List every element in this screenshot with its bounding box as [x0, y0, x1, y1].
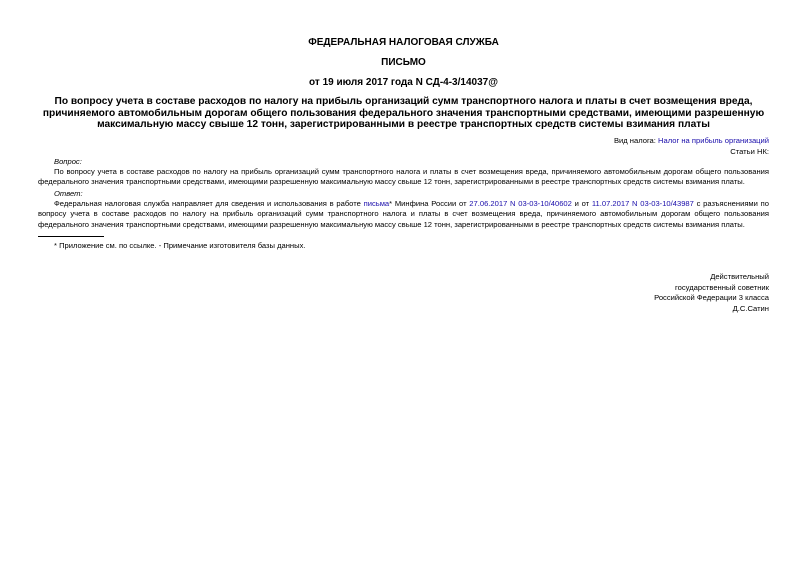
answer-text-and: и от: [571, 199, 592, 208]
letter-link-43987[interactable]: 11.07.2017 N 03-03-10/43987: [591, 199, 694, 208]
tax-type-link[interactable]: Налог на прибыль организаций: [658, 136, 769, 145]
answer-text-after: с разъяснениями по вопросу учета в составе расходов по налогу на прибыль организаций сумм транспортного налога и платы в счет возмещения вреда, причиняемого автомобильным дорогам общего пользования федерального значения транспортными средствами, имеющими разрешенную максимальную массу свыше 12 тонн, зарегистрированными в реестре транспортных средств системы взимания платы.: [38, 199, 769, 229]
answer-text-minfin: Минфина России от: [392, 199, 470, 208]
document-date-number: от 19 июля 2017 года N СД-4-3/14037@: [309, 77, 498, 88]
signature-name: Д.С.Сатин: [732, 303, 769, 313]
tax-type-label: Вид налога:: [613, 136, 659, 145]
letters-link[interactable]: письма: [363, 199, 390, 208]
tax-type-line: [614, 136, 769, 146]
question-label: Вопрос:: [54, 157, 82, 166]
footnote-divider: [38, 236, 104, 237]
signature-line-1: Действительный: [710, 272, 769, 281]
answer-text-before: Федеральная налоговая служба направляет для сведения и использования в работе: [54, 199, 364, 208]
question-text: По вопросу учета в составе расходов по налогу на прибыль организаций сумм транспортного налога и платы в счет возмещения вреда, причиняемого автомобильным дорогам общего пользования федерального значения транспортными средствами, имеющими разрешенную максимальную массу свыше 12 тонн, зарегистрированными в реестре транспортных средств системы взимания платы.: [38, 167, 769, 187]
letter-link-40602[interactable]: 27.06.2017 N 03-03-10/40602: [469, 199, 572, 208]
footnote-mark: *: [389, 199, 393, 208]
document-type: ПИСЬМО: [381, 57, 426, 68]
signature-line-3: Российской Федерации 3 класса: [654, 293, 769, 303]
signature-line-2: государственный советник: [675, 282, 769, 292]
answer-text: [38, 199, 769, 230]
agency-name: ФЕДЕРАЛЬНАЯ НАЛОГОВАЯ СЛУЖБА: [308, 37, 499, 48]
footnote-text: * Приложение см. по ссылке. - Примечание изготовителя базы данных.: [54, 241, 306, 250]
answer-label: Ответ:: [54, 189, 83, 198]
document-title: По вопросу учета в составе расходов по налогу на прибыль организаций сумм транспортного налога и платы в счет возмещения вреда, причиняемого автомобильным дорогам общего пользования федерального значения транспортными средствами, имеющими разрешенную максимальную массу свыше 12 тонн, зарегистрированными в реестре транспортных средств системы взимания платы: [42, 96, 765, 130]
articles-label: Статьи НК:: [730, 147, 769, 156]
signature-block: [654, 272, 769, 314]
